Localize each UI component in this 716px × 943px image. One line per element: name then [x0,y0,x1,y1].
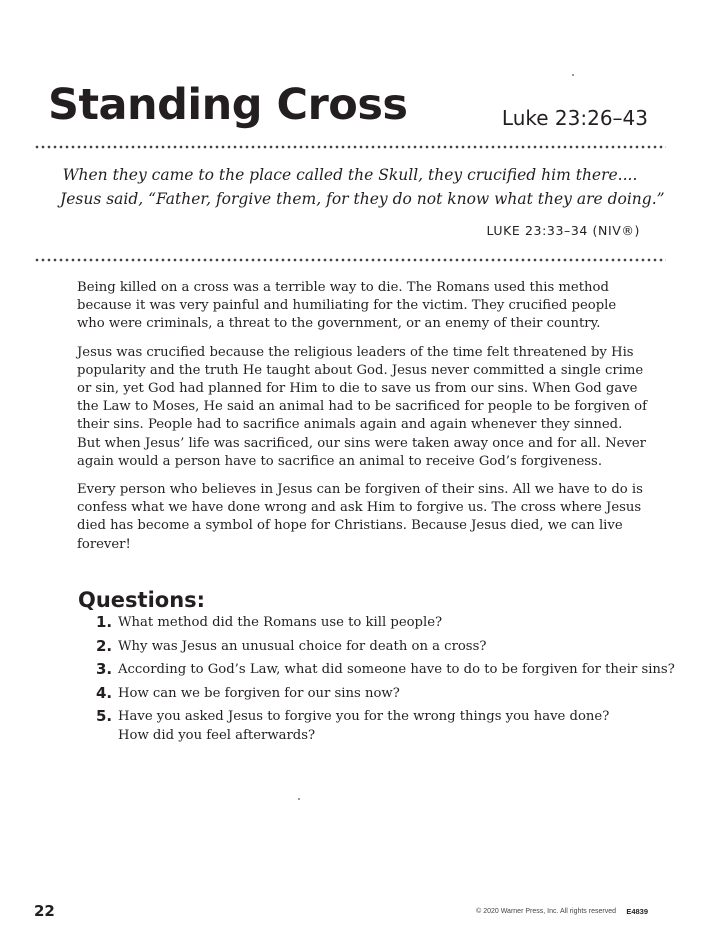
body-text [77,279,647,564]
question-text: What method did the Romans use to kill people? [118,615,443,630]
question-number: 3. [96,660,113,678]
dotted-divider-bottom [34,258,666,262]
question-number: 2. [96,636,113,655]
page-number: 22 [34,902,55,920]
question-item [96,685,676,704]
question-number: 5. [96,707,113,725]
body-paragraph: Being killed on a cross was a terrible way to die. The Romans used this method because it was very painful and humiliating for the victim. They crucified people who were criminals, a threat to the government, or an enemy of their country. [77,280,617,332]
quote-line: Jesus said, “Father, forgive them, for they do not know what they are doing.” [60,190,665,208]
question-item [96,638,676,657]
page-title: Standing Cross [48,80,408,130]
question-text: Have you asked Jesus to forgive you for the wrong things you have done? How did you feel afterwards? [118,709,610,743]
quote-citation: LUKE 23:33–34 (NIV®) [486,223,640,238]
question-number: 4. [96,683,113,702]
print-speck [572,74,574,76]
question-text: How can we be forgiven for our sins now? [118,685,400,701]
scripture-quote [60,163,665,211]
question-list [96,614,676,750]
questions-heading: Questions: [78,588,206,612]
scripture-reference: Luke 23:26–43 [501,106,648,130]
question-text: Why was Jesus an unusual choice for death on a cross? [118,638,487,654]
quote-line: When they came to the place called the Skull, they crucified him there.... [62,166,638,184]
question-text: According to God’s Law, what did someone have to do to be forgiven for their sins? [118,662,675,677]
question-item [96,661,676,680]
question-item [96,708,638,745]
print-speck [298,798,300,800]
dotted-divider-top [34,145,666,149]
body-paragraph: Every person who believes in Jesus can be forgiven of their sins. All we have to do is confess what we have done wrong and ask Him to forgive us. The cross where Jesus died has become a symbol of hope for Christians. Because Jesus died, we can live forever! [77,482,643,552]
body-paragraph: Jesus was crucified because the religious leaders of the time felt threatened by His popularity and the truth He taught about God. Jesus never committed a single crime or sin, yet God had planned for Him to die to save us from our sins. When God gave the Law to Moses, He said an animal had to be sacrificed for people to be forgiven of their sins. People had to sacrifice animals again and again whenever they sinned. But when Jesus’ life was sacrificed, our sins were taken away once and for all. Never again would a person have to sacrifice an animal to receive God’s forgiveness. [77,344,647,469]
question-item [96,614,676,633]
copyright-notice: © 2020 Warner Press, Inc. All rights reserved [476,908,616,915]
product-code: E4839 [626,907,648,916]
question-number: 1. [96,613,113,631]
